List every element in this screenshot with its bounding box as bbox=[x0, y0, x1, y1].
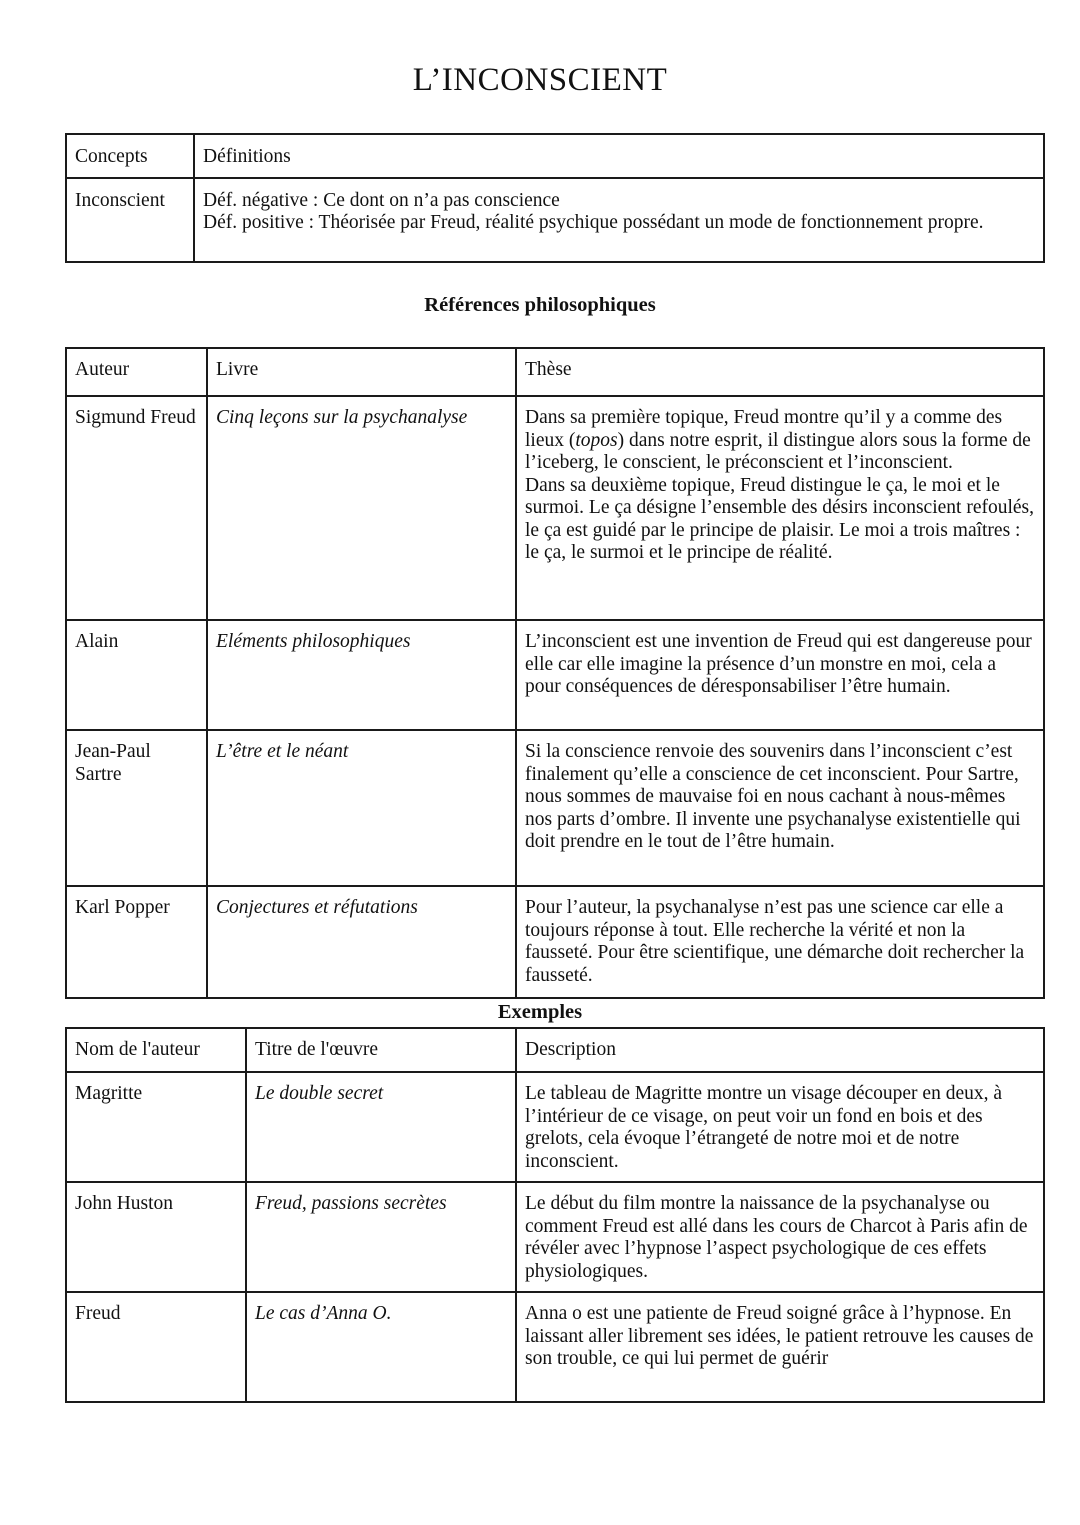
concept-name: Inconscient bbox=[66, 178, 194, 262]
header-thesis: Thèse bbox=[516, 348, 1044, 396]
header-description: Description bbox=[516, 1028, 1044, 1072]
table-row bbox=[66, 886, 1044, 998]
header-concepts: Concepts bbox=[66, 134, 194, 178]
header-work-title: Titre de l'œuvre bbox=[246, 1028, 516, 1072]
ref-thesis bbox=[516, 396, 1044, 620]
concepts-table bbox=[65, 133, 1045, 263]
references-heading: Références philosophiques bbox=[424, 294, 656, 316]
ref-author: Karl Popper bbox=[66, 886, 207, 998]
definition-positive: Déf. positive : Théorisée par Freud, réalité psychique possédant un mode de fonctionnement propre. bbox=[203, 212, 984, 233]
ref-book: Eléments philosophiques bbox=[207, 620, 516, 730]
table-row bbox=[66, 1292, 1044, 1402]
thesis-emphasis: topos bbox=[575, 429, 618, 451]
table-row bbox=[66, 1072, 1044, 1182]
table-row bbox=[66, 620, 1044, 730]
example-author: Freud bbox=[66, 1292, 246, 1402]
ref-thesis: Si la conscience renvoie des souvenirs dans l’inconscient c’est finalement qu’elle a conscience de cet inconscient. Pour Sartre, nous sommes de mauvaise foi en nous cachant à nous-mêmes nos parts d’ombre. Il invente une psychanalyse existentielle qui doit prendre en le tout de l’être humain. bbox=[516, 730, 1044, 886]
ref-author: Sigmund Freud bbox=[66, 396, 207, 620]
example-title: Le cas d’Anna O. bbox=[246, 1292, 516, 1402]
ref-author: Alain bbox=[66, 620, 207, 730]
example-title: Le double secret bbox=[246, 1072, 516, 1182]
table-header-row bbox=[66, 348, 1044, 396]
example-author: John Huston bbox=[66, 1182, 246, 1292]
table-row bbox=[66, 396, 1044, 620]
header-book: Livre bbox=[207, 348, 516, 396]
example-description: Anna o est une patiente de Freud soigné grâce à l’hypnose. En laissant aller librement ses idées, le patient retrouve les causes de son trouble, ce qui lui permet de guérir bbox=[516, 1292, 1044, 1402]
thesis-text: Dans sa première topique, Freud montre qu’il y a comme des lieux ( bbox=[525, 407, 1003, 451]
ref-book: Cinq leçons sur la psychanalyse bbox=[207, 396, 516, 620]
ref-thesis: L’inconscient est une invention de Freud qui est dangereuse pour elle car elle imagine la présence d’un monstre en moi, cela a pour conséquences de déresponsabiliser l’être humain. bbox=[516, 620, 1044, 730]
page-title: L’INCONSCIENT bbox=[412, 62, 668, 98]
ref-book: Conjectures et réfutations bbox=[207, 886, 516, 998]
concept-definition bbox=[194, 178, 1044, 262]
example-description: Le tableau de Magritte montre un visage découper en deux, à l’intérieur de ce visage, on peut voir un fond en bois et des grelots, cela évoque l’étrangeté de notre moi et de notre inconscient. bbox=[516, 1072, 1044, 1182]
examples-table bbox=[65, 1027, 1045, 1403]
header-author: Auteur bbox=[66, 348, 207, 396]
example-author: Magritte bbox=[66, 1072, 246, 1182]
table-header-row bbox=[66, 1028, 1044, 1072]
ref-thesis: Pour l’auteur, la psychanalyse n’est pas une science car elle a toujours réponse à tout. Elle recherche la vérité et non la fausseté. Pour être scientifique, une démarche doit rechercher la fausseté. bbox=[516, 886, 1044, 998]
thesis-text: Dans sa deuxième topique, Freud distingue le ça, le moi et le surmoi. Le ça désigne l’ensemble des désirs inconscient refoulés, le ça est guidé par le principe de plaisir. Le moi a trois maîtres : le ça, le surmoi et le principe de réalité. bbox=[525, 474, 1035, 563]
header-definitions: Définitions bbox=[194, 134, 1044, 178]
thesis-text: ) dans notre esprit, il distingue alors sous la forme de l’iceberg, le conscient, le préconscient et l’inconscient. bbox=[525, 429, 1031, 473]
definition-negative: Déf. négative : Ce dont on n’a pas conscience bbox=[203, 189, 560, 211]
ref-book: L’être et le néant bbox=[207, 730, 516, 886]
table-row bbox=[66, 730, 1044, 886]
ref-author: Jean-Paul Sartre bbox=[66, 730, 207, 886]
examples-heading: Exemples bbox=[497, 1001, 583, 1023]
example-description: Le début du film montre la naissance de la psychanalyse ou comment Freud est allé dans les cours de Charcot à Paris afin de révéler avec l’hypnose l’aspect psychologique de ces effets physiologiques. bbox=[516, 1182, 1044, 1292]
table-row bbox=[66, 178, 1044, 262]
table-row bbox=[66, 1182, 1044, 1292]
header-author-name: Nom de l'auteur bbox=[66, 1028, 246, 1072]
example-title: Freud, passions secrètes bbox=[246, 1182, 516, 1292]
table-header-row bbox=[66, 134, 1044, 178]
references-table bbox=[65, 347, 1045, 999]
